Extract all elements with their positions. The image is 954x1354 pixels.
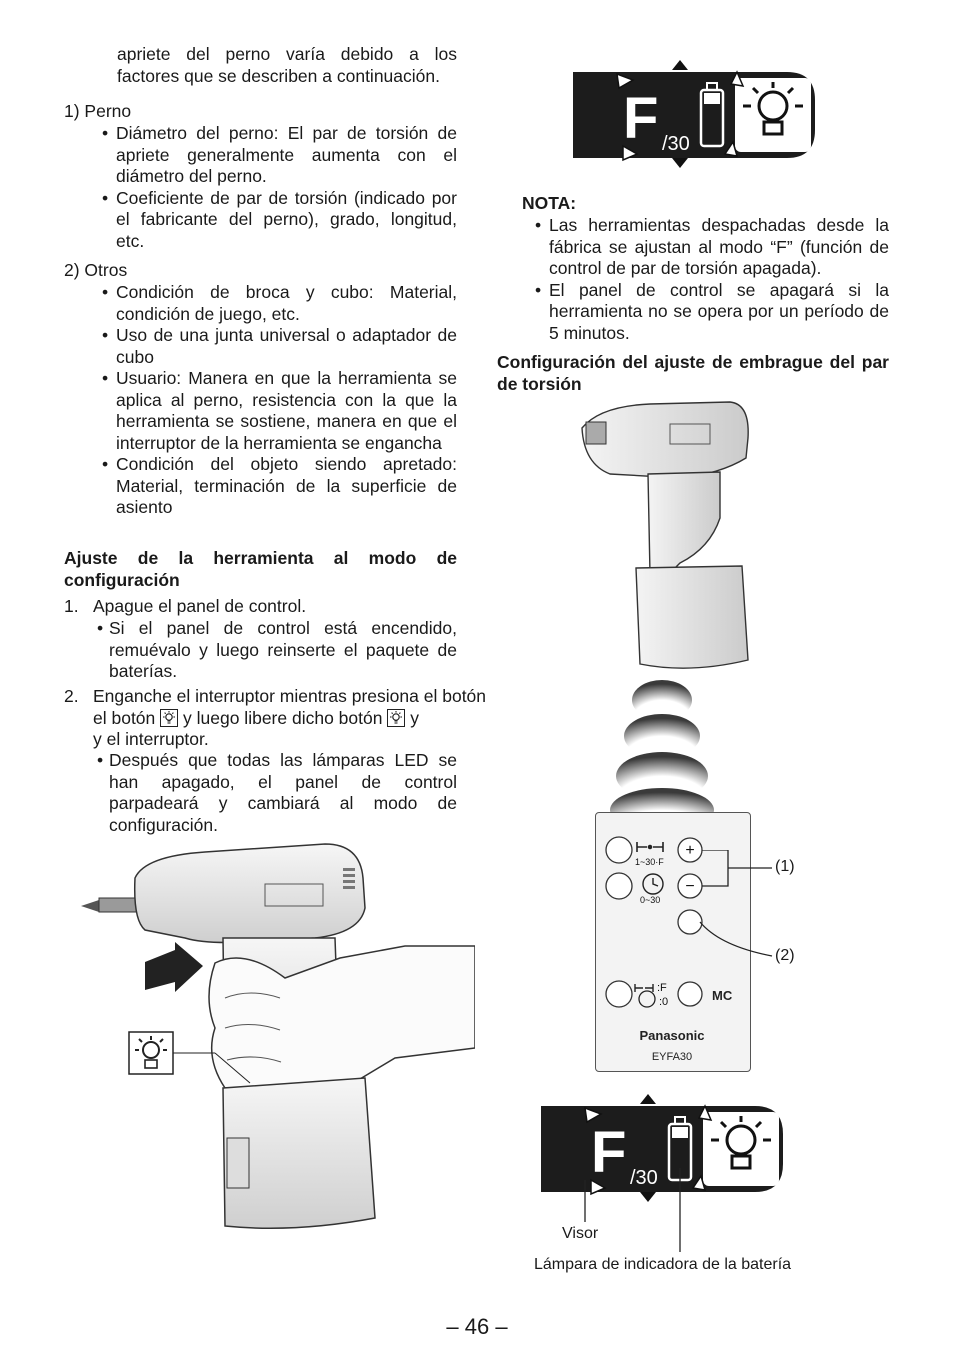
reset-f-button[interactable] — [606, 981, 632, 1007]
perno-list — [102, 123, 457, 252]
clock-hands — [653, 878, 658, 886]
brand-logo: Panasonic — [639, 1028, 705, 1043]
battery-pack — [636, 566, 748, 668]
list-item: • El panel de control se apagará si la herramienta no se opera por un período de 5 minutos. — [535, 280, 889, 345]
clock-icon — [639, 991, 655, 1007]
list-item: • Condición del objeto siendo apretado: Material, terminación de la superficie de asiento — [102, 454, 457, 519]
step-1-text: Apague el panel de control. — [93, 596, 307, 616]
torque-icon — [635, 984, 653, 992]
display-digit: F — [591, 1120, 627, 1185]
label-battery-lamp: Lámpara de indicadora de la batería — [534, 1256, 792, 1273]
reset-label: :F — [657, 982, 667, 994]
tool-handle — [648, 472, 720, 574]
light-window — [703, 1112, 779, 1186]
control-display-top — [567, 58, 817, 170]
tool-illustration — [570, 398, 760, 818]
step-1-bullet-wrap — [97, 618, 457, 683]
light-window — [735, 78, 811, 152]
list-item: • Las herramientas despachadas desde la fábrica se ajustan al modo “F” (función de control de par de torsión apagada). — [535, 215, 889, 280]
mc-label: MC — [712, 988, 733, 1003]
nota-list — [535, 215, 889, 344]
mode-button[interactable] — [606, 837, 632, 863]
section-label-otros: 2) Otros — [64, 260, 128, 280]
intro-paragraph: apriete del perno varía debido a los factores que se describen a continuación. — [117, 44, 457, 86]
light-button-icon — [160, 709, 178, 727]
section-heading-modo: Ajuste de la herramienta al modo de configuración — [64, 548, 457, 590]
signal-wave — [624, 714, 700, 758]
display-count: /30 — [662, 133, 690, 155]
tool-head — [582, 402, 748, 478]
minus-label: − — [685, 878, 695, 895]
step-2-line-2: el botón y luego libere dicho botón y — [93, 707, 419, 728]
bit-shank — [99, 898, 139, 912]
list-item: • Diámetro del perno: El par de torsión de apriete generalmente aumenta con el diámetro del perno. — [102, 123, 457, 188]
timer-button[interactable] — [606, 873, 632, 899]
callout-1-label: (1) — [775, 858, 795, 875]
step-2-number: 2. — [64, 686, 79, 706]
section-heading-embrague: Configuración del ajuste de embrague del par de torsión — [497, 352, 889, 394]
list-item: • Usuario: Manera en que la herramienta se aplica al perno, resistencia con la que la herramienta se sostiene, manera en que el interruptor de la herramienta se engancha — [102, 368, 457, 454]
reset-label: :0 — [659, 996, 669, 1008]
nota-title: NOTA: — [522, 193, 577, 213]
push-arrow — [145, 942, 203, 992]
callout-lines — [680, 850, 780, 960]
model-label: EYFA30 — [651, 1051, 693, 1063]
label-visor: Visor — [562, 1225, 599, 1242]
step-1-bullet: • Si el panel de control está encendido, remuévalo y luego reinserte el paquete de baterías. — [97, 618, 457, 683]
light-button-icon — [387, 709, 405, 727]
hand — [209, 946, 475, 1088]
tool-head — [135, 844, 365, 943]
display-digit: F — [623, 86, 659, 151]
section-label-perno: 1) Perno — [64, 101, 132, 121]
display-count: /30 — [630, 1167, 658, 1189]
step-2-line-1 — [93, 686, 487, 708]
step-2-bullet: • Después que todas las lámparas LED se han apagado, el panel de control parpadeará y cambiará al modo de configuración. — [97, 750, 457, 836]
bit-tip — [81, 900, 99, 912]
step-2-part-b: y luego libere dicho botón — [183, 707, 383, 728]
display-leader-lines — [575, 1150, 695, 1260]
list-item: • Coeficiente de par de torsión (indicado por el fabricante del perno), grado, longitud, etc. — [102, 188, 457, 253]
tool-in-hand-illustration — [75, 838, 475, 1238]
chuck — [586, 422, 606, 444]
mc-button[interactable] — [678, 982, 702, 1006]
range-label: 0~30 — [640, 895, 661, 905]
light-button-callout-icon — [129, 1032, 173, 1074]
otros-list — [102, 282, 457, 519]
page-number: – 46 – — [446, 1314, 508, 1339]
plus-label: + — [685, 842, 695, 859]
step-2-part-c: y el interruptor. — [93, 729, 209, 749]
step-1-number: 1. — [64, 596, 79, 616]
battery-release — [227, 1138, 249, 1188]
step-2-bullet-wrap — [97, 750, 457, 836]
step-2-part-a: Enganche el interruptor mientras presiona el botón — [93, 686, 487, 706]
callout-2-label: (2) — [775, 947, 795, 964]
list-item: • Uso de una junta universal o adaptador de cubo — [102, 325, 457, 368]
step-2-text — [93, 686, 487, 751]
torque-icon — [637, 842, 663, 852]
range-label: 1~30·F — [635, 857, 664, 867]
list-item: • Condición de broca y cubo: Material, condición de juego, etc. — [102, 282, 457, 325]
